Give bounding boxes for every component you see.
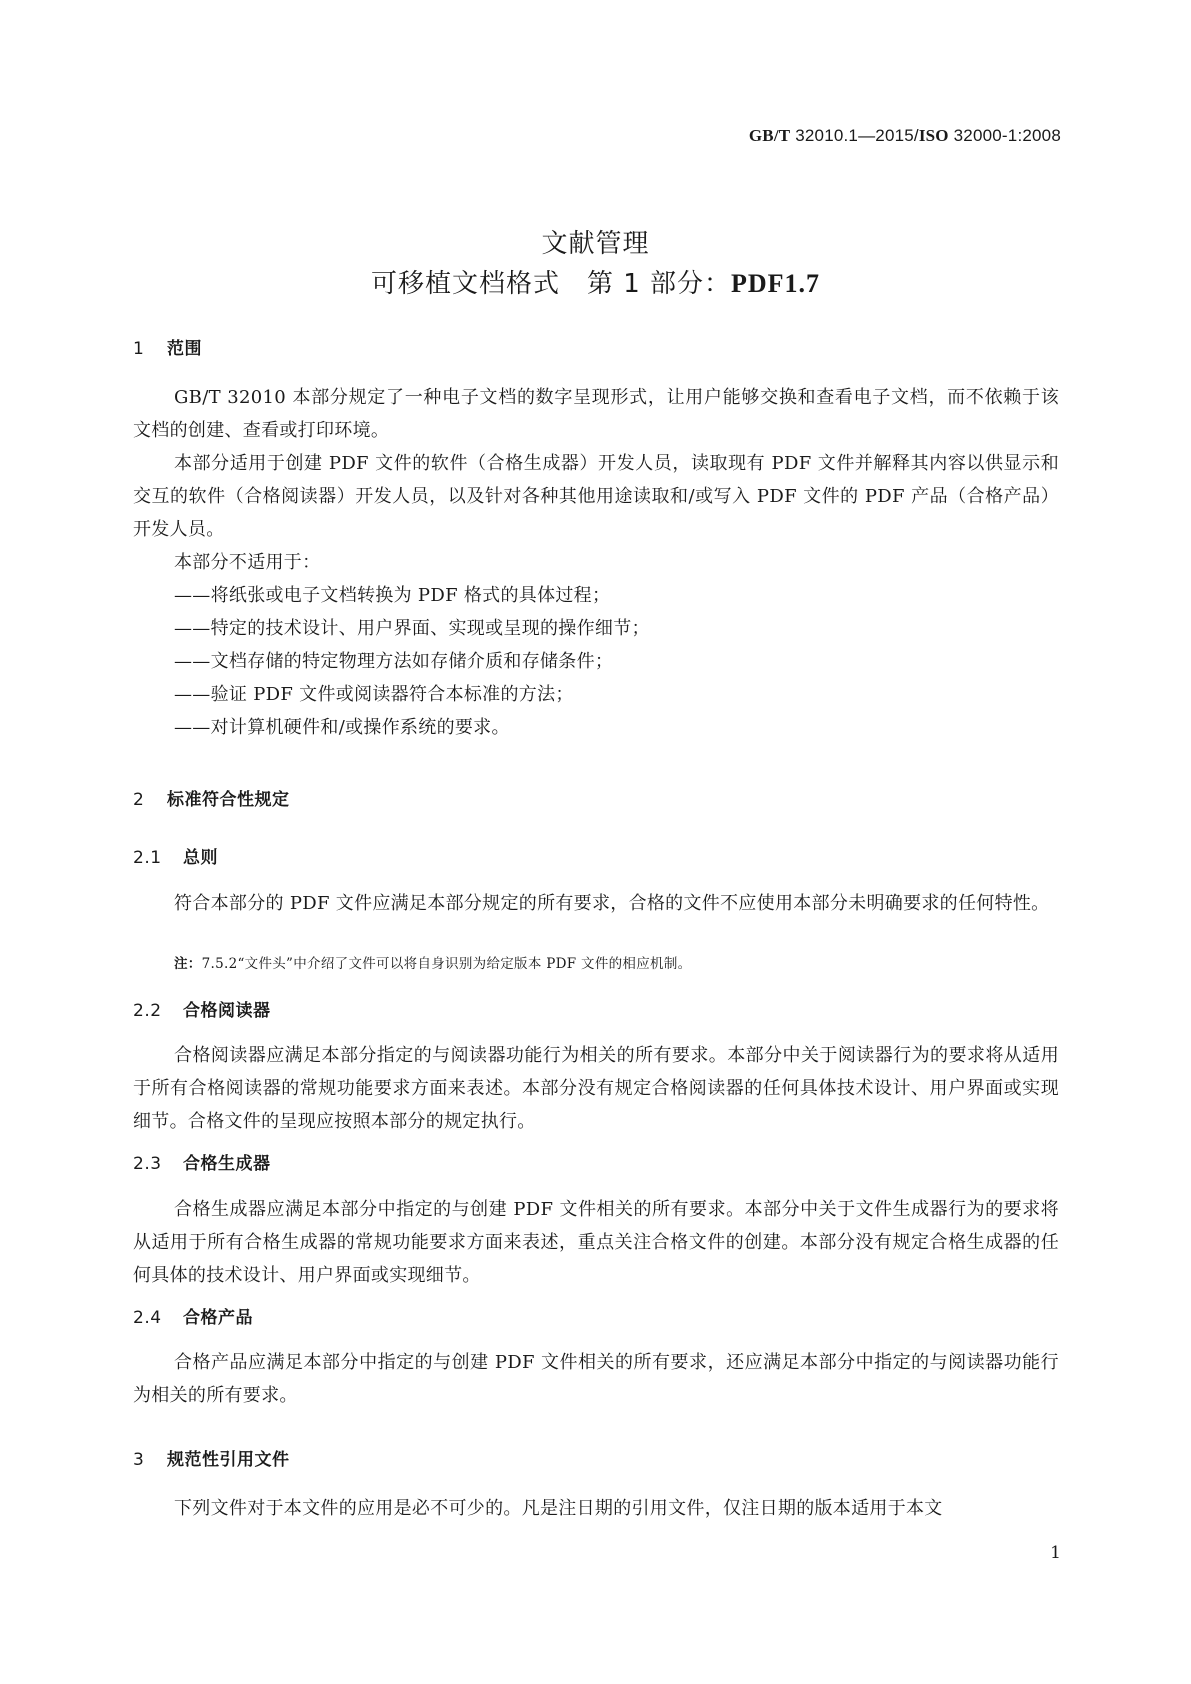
list-item: ——将纸张或电子文档转换为 PDF 格式的具体过程；	[174, 585, 611, 606]
note-label: 注：	[174, 956, 202, 972]
note	[174, 952, 691, 972]
section-2-3-paragraph: 合格生成器应满足本部分中指定的与创建 PDF 文件相关的所有要求。本部分中关于文件生成器行为的要求将从适用于所有合格生成器的常规功能要求方面来表述，重点关注合格文件的创建。本部分没有规定合格生成器的任何具体的技术设计、用户界面或实现细节。	[133, 1199, 1059, 1286]
section-1-paragraph-2: 本部分适用于创建 PDF 文件的软件（合格生成器）开发人员，读取现有 PDF 文件并解释其内容以供显示和交互的软件（合格阅读器）开发人员，以及针对各种其他用途读取和/或写入 PDF 文件的 PDF 产品（合格产品）开发人员。	[133, 453, 1059, 540]
section-2-1-paragraph: 符合本部分的 PDF 文件应满足本部分规定的所有要求，合格的文件不应使用本部分未明确要求的任何特性。	[174, 893, 1050, 914]
section-2-heading	[133, 785, 290, 810]
title-line-2-main: 可移植文档格式 第 1 部分：	[370, 269, 732, 299]
standard-number	[749, 126, 1061, 146]
section-3-heading	[133, 1445, 290, 1470]
section-number: 2.1	[133, 848, 162, 868]
section-2-4-paragraph: 合格产品应满足本部分中指定的与创建 PDF 文件相关的所有要求，还应满足本部分中指定的与阅读器功能行为相关的所有要求。	[133, 1352, 1059, 1406]
section-2-2-heading	[133, 996, 271, 1021]
section-number: 2.2	[133, 1001, 162, 1021]
title-line-2-pdf: PDF1.7	[731, 269, 821, 298]
std-iso-prefix: ISO	[918, 126, 949, 145]
section-number: 1	[133, 339, 145, 359]
list-item: ——文档存储的特定物理方法如存储介质和存储条件；	[174, 651, 614, 672]
section-title: 合格生成器	[183, 1154, 271, 1174]
section-title: 合格阅读器	[183, 1001, 271, 1021]
section-1-paragraph-1: GB/T 32010 本部分规定了一种电子文档的数字呈现形式，让用户能够交换和查看电子文档，而不依赖于该文档的创建、查看或打印环境。	[133, 387, 1059, 441]
section-title: 规范性引用文件	[167, 1450, 290, 1470]
list-item: ——验证 PDF 文件或阅读器符合本标准的方法；	[174, 684, 574, 705]
section-2-1-heading	[133, 843, 218, 868]
section-number: 2	[133, 790, 145, 810]
std-iso-number: 32000-1:2008	[948, 126, 1061, 145]
title-line-1: 文献管理	[541, 229, 650, 259]
section-number: 2.4	[133, 1308, 162, 1328]
page-number: 1	[1050, 1543, 1061, 1563]
section-number: 3	[133, 1450, 145, 1470]
section-number: 2.3	[133, 1154, 162, 1174]
std-number-text: 32010.1—2015/	[790, 126, 919, 145]
section-2-3-heading	[133, 1149, 271, 1174]
section-2-2-paragraph: 合格阅读器应满足本部分指定的与阅读器功能行为相关的所有要求。本部分中关于阅读器行为的要求将从适用于所有合格阅读器的常规功能要求方面来表述。本部分没有规定合格阅读器的任何具体技术设计、用户界面或实现细节。合格文件的呈现应按照本部分的规定执行。	[133, 1045, 1059, 1132]
section-1-paragraph-3: 本部分不适用于：	[174, 552, 321, 573]
section-title: 合格产品	[183, 1308, 253, 1328]
section-title: 总则	[183, 848, 218, 868]
section-title: 标准符合性规定	[167, 790, 290, 810]
list-item: ——对计算机硬件和/或操作系统的要求。	[174, 717, 510, 738]
section-3-paragraph: 下列文件对于本文件的应用是必不可少的。凡是注日期的引用文件，仅注日期的版本适用于本文	[174, 1498, 943, 1519]
std-prefix: GB/T	[748, 126, 791, 145]
title-line-2	[0, 264, 1191, 304]
section-1-heading	[133, 334, 202, 359]
section-2-4-heading	[133, 1303, 253, 1328]
note-text: 7.5.2“文件头”中介绍了文件可以将自身识别为给定版本 PDF 文件的相应机制。	[201, 956, 692, 972]
list-item: ——特定的技术设计、用户界面、实现或呈现的操作细节；	[174, 618, 650, 639]
document-title	[0, 224, 1191, 304]
section-title: 范围	[167, 339, 202, 359]
